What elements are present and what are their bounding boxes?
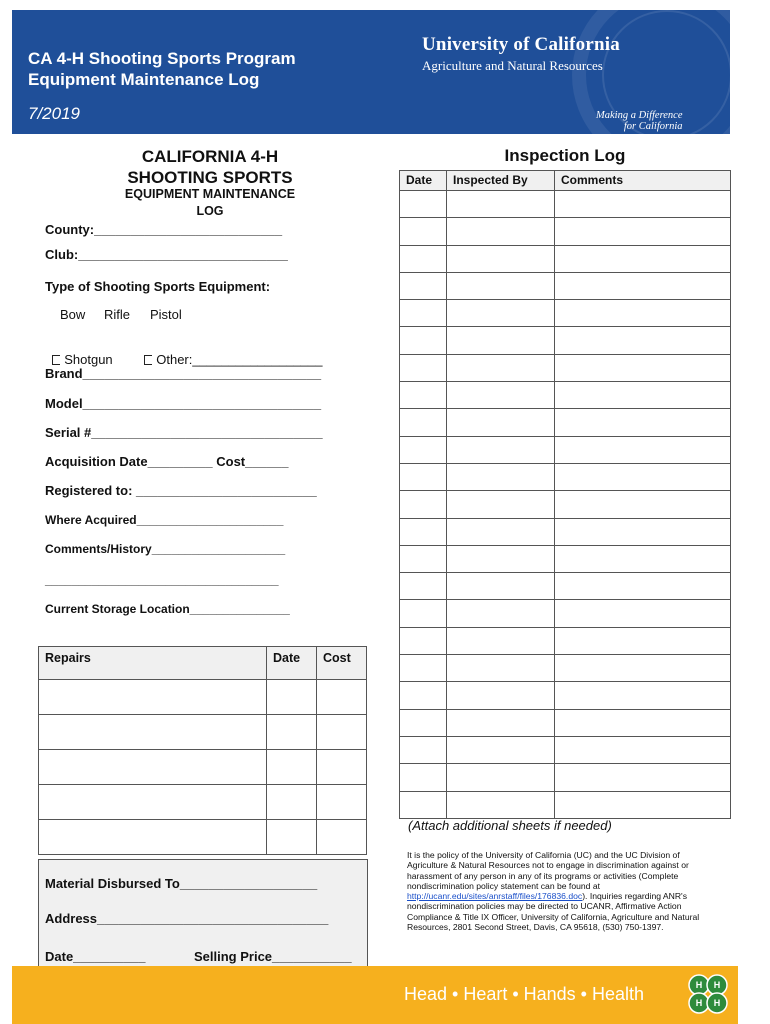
inspection-header-comments: Comments <box>555 171 731 191</box>
repairs-cell-cost[interactable] <box>317 680 367 715</box>
repairs-header-repairs: Repairs <box>39 647 267 680</box>
repairs-cell-date[interactable] <box>267 750 317 785</box>
equipment-type-label: Type of Shooting Sports Equipment: <box>45 279 271 294</box>
inspection-cell-inspected-by[interactable] <box>447 191 555 218</box>
inspection-cell-date[interactable] <box>400 627 447 654</box>
option-other-label: Other:__________________ <box>156 352 323 367</box>
checkbox-icon[interactable] <box>52 355 60 365</box>
date-field[interactable]: Date__________ <box>45 949 146 964</box>
inspection-cell-inspected-by[interactable] <box>447 327 555 354</box>
tagline <box>596 110 683 132</box>
inspection-cell-comments[interactable] <box>555 354 731 381</box>
inspection-cell-inspected-by[interactable] <box>447 600 555 627</box>
inspection-cell-inspected-by[interactable] <box>447 682 555 709</box>
inspection-cell-comments[interactable] <box>555 709 731 736</box>
material-disbursed-field[interactable]: Material Disbursed To___________________ <box>45 876 318 891</box>
comments-history-line2[interactable]: ___________________________________ <box>45 573 279 587</box>
option-pistol[interactable]: Pistol <box>150 307 182 322</box>
inspection-row <box>400 382 731 409</box>
inspection-row <box>400 573 731 600</box>
inspection-row <box>400 327 731 354</box>
inspection-row <box>400 655 731 682</box>
inspection-row <box>400 545 731 572</box>
inspection-cell-inspected-by[interactable] <box>447 764 555 791</box>
inspection-cell-comments[interactable] <box>555 327 731 354</box>
repairs-cell-date[interactable] <box>267 820 317 855</box>
repairs-body <box>39 680 367 855</box>
comments-history-field[interactable]: Comments/History____________________ <box>45 542 286 556</box>
repairs-cell-date[interactable] <box>267 785 317 820</box>
inspection-cell-date[interactable] <box>400 272 447 299</box>
option-bow[interactable]: Bow <box>60 307 86 322</box>
revision-date: 7/2019 <box>28 104 80 123</box>
inspection-cell-date[interactable] <box>400 655 447 682</box>
inspection-row <box>400 218 731 245</box>
inspection-row <box>400 436 731 463</box>
inspection-cell-inspected-by[interactable] <box>447 736 555 763</box>
svg-text:H: H <box>713 998 721 1008</box>
form-title <box>90 146 330 188</box>
inspection-cell-inspected-by[interactable] <box>447 272 555 299</box>
inspection-cell-date[interactable] <box>400 300 447 327</box>
inspection-cell-date[interactable] <box>400 545 447 572</box>
where-acquired-field[interactable]: Where Acquired______________________ <box>45 513 284 527</box>
uc-logo-line2: Agriculture and Natural Resources <box>422 58 603 73</box>
inspection-cell-inspected-by[interactable] <box>447 463 555 490</box>
repairs-row <box>39 785 367 820</box>
repairs-cell-date[interactable] <box>267 680 317 715</box>
header-banner <box>12 10 730 134</box>
inspection-cell-date[interactable] <box>400 218 447 245</box>
inspection-cell-comments[interactable] <box>555 245 731 272</box>
repairs-cell-repairs[interactable] <box>39 750 267 785</box>
inspection-cell-date[interactable] <box>400 573 447 600</box>
inspection-cell-comments[interactable] <box>555 627 731 654</box>
option-other[interactable] <box>137 337 323 367</box>
inspection-row <box>400 764 731 791</box>
serial-field[interactable]: Serial #________________________________ <box>45 425 323 440</box>
inspection-cell-comments[interactable] <box>555 682 731 709</box>
storage-location-field[interactable]: Current Storage Location_______________ <box>45 602 290 616</box>
inspection-cell-date[interactable] <box>400 764 447 791</box>
4h-clover-icon <box>684 970 732 1018</box>
inspection-cell-inspected-by[interactable] <box>447 409 555 436</box>
inspection-cell-comments[interactable] <box>555 764 731 791</box>
inspection-cell-date[interactable] <box>400 354 447 381</box>
repairs-cell-repairs[interactable] <box>39 785 267 820</box>
program-title <box>28 48 296 90</box>
attach-note: (Attach additional sheets if needed) <box>408 818 612 833</box>
inspection-cell-date[interactable] <box>400 682 447 709</box>
address-field[interactable]: Address________________________________ <box>45 911 329 926</box>
registered-to-field[interactable]: Registered to: _________________________ <box>45 483 317 498</box>
inspection-cell-comments[interactable] <box>555 518 731 545</box>
brand-field[interactable]: Brand_________________________________ <box>45 366 322 381</box>
inspection-cell-comments[interactable] <box>555 791 731 818</box>
inspection-cell-comments[interactable] <box>555 600 731 627</box>
inspection-log-table <box>399 170 731 819</box>
inspection-log-title: Inspection Log <box>504 146 626 165</box>
inspection-cell-inspected-by[interactable] <box>447 491 555 518</box>
inspection-cell-date[interactable] <box>400 327 447 354</box>
inspection-row <box>400 600 731 627</box>
repairs-header-row <box>39 647 367 680</box>
policy-text-b: ). Inquiries regarding ANR's nondiscrimination policies may be directed to UCANR, Affirmative Action Compliance & Title IX Officer, University of California, Agriculture and Natural Resources, 2801 Second Street, Davis, CA 95618, (530) 750-1397. <box>407 891 700 933</box>
inspection-row <box>400 245 731 272</box>
inspection-body <box>400 191 731 819</box>
repairs-header-cost: Cost <box>317 647 367 680</box>
inspection-cell-date[interactable] <box>400 600 447 627</box>
form-title-line1: CALIFORNIA 4-H <box>141 147 279 166</box>
repairs-row <box>39 750 367 785</box>
inspection-cell-date[interactable] <box>400 382 447 409</box>
tagline-line1: Making a Difference <box>596 110 683 121</box>
inspection-cell-date[interactable] <box>400 736 447 763</box>
option-shotgun[interactable] <box>45 337 113 367</box>
inspection-row <box>400 300 731 327</box>
inspection-cell-inspected-by[interactable] <box>447 382 555 409</box>
inspection-cell-date[interactable] <box>400 436 447 463</box>
inspection-row <box>400 518 731 545</box>
uc-logo-line1: University of California <box>422 34 620 55</box>
svg-text:H: H <box>695 980 703 990</box>
acquisition-cost-field[interactable]: Acquisition Date_________ Cost______ <box>45 454 289 469</box>
inspection-cell-inspected-by[interactable] <box>447 436 555 463</box>
inspection-cell-inspected-by[interactable] <box>447 709 555 736</box>
inspection-cell-comments[interactable] <box>555 491 731 518</box>
repairs-header-date: Date <box>267 647 317 680</box>
inspection-cell-comments[interactable] <box>555 272 731 299</box>
inspection-row <box>400 791 731 818</box>
inspection-cell-comments[interactable] <box>555 300 731 327</box>
inspection-cell-comments[interactable] <box>555 463 731 490</box>
form-subtitle-line1: EQUIPMENT MAINTENANCE <box>124 187 296 201</box>
program-title-line1: CA 4-H Shooting Sports Program <box>28 49 296 68</box>
inspection-header-row <box>400 171 731 191</box>
inspection-cell-inspected-by[interactable] <box>447 218 555 245</box>
inspection-cell-date[interactable] <box>400 245 447 272</box>
uc-anr-logo <box>422 34 620 74</box>
inspection-cell-comments[interactable] <box>555 382 731 409</box>
inspection-row <box>400 682 731 709</box>
county-field[interactable]: County:__________________________ <box>45 222 283 237</box>
inspection-row <box>400 354 731 381</box>
inspection-cell-comments[interactable] <box>555 573 731 600</box>
repairs-row <box>39 715 367 750</box>
inspection-cell-comments[interactable] <box>555 736 731 763</box>
inspection-cell-comments[interactable] <box>555 436 731 463</box>
repairs-table <box>38 646 367 855</box>
program-title-line2: Equipment Maintenance Log <box>28 70 260 89</box>
inspection-cell-inspected-by[interactable] <box>447 545 555 572</box>
inspection-header-date: Date <box>400 171 447 191</box>
selling-price-field[interactable]: Selling Price___________ <box>194 949 352 964</box>
model-field[interactable]: Model_________________________________ <box>45 396 322 411</box>
club-field[interactable]: Club:_____________________________ <box>45 247 288 262</box>
inspection-cell-inspected-by[interactable] <box>447 518 555 545</box>
inspection-cell-comments[interactable] <box>555 655 731 682</box>
repairs-cell-repairs[interactable] <box>39 820 267 855</box>
inspection-row <box>400 272 731 299</box>
inspection-row <box>400 627 731 654</box>
inspection-header-inspected-by: Inspected By <box>447 171 555 191</box>
inspection-cell-date[interactable] <box>400 709 447 736</box>
option-rifle[interactable]: Rifle <box>104 307 131 322</box>
svg-text:H: H <box>695 998 703 1008</box>
inspection-cell-date[interactable] <box>400 191 447 218</box>
repairs-cell-cost[interactable] <box>317 820 367 855</box>
inspection-row <box>400 191 731 218</box>
repairs-cell-cost[interactable] <box>317 785 367 820</box>
footer-slogan: Head • Heart • Hands • Health <box>404 984 645 1004</box>
inspection-cell-inspected-by[interactable] <box>447 300 555 327</box>
nondiscrimination-policy <box>407 850 717 932</box>
inspection-cell-inspected-by[interactable] <box>447 354 555 381</box>
inspection-row <box>400 491 731 518</box>
inspection-row <box>400 463 731 490</box>
repairs-row <box>39 680 367 715</box>
repairs-cell-cost[interactable] <box>317 750 367 785</box>
inspection-cell-comments[interactable] <box>555 218 731 245</box>
inspection-cell-date[interactable] <box>400 518 447 545</box>
material-disbursed-box <box>38 859 368 967</box>
inspection-row <box>400 709 731 736</box>
inspection-cell-comments[interactable] <box>555 545 731 572</box>
inspection-row <box>400 409 731 436</box>
inspection-cell-inspected-by[interactable] <box>447 627 555 654</box>
inspection-cell-date[interactable] <box>400 491 447 518</box>
inspection-cell-inspected-by[interactable] <box>447 573 555 600</box>
form-title-line2: SHOOTING SPORTS <box>127 168 293 187</box>
inspection-cell-inspected-by[interactable] <box>447 655 555 682</box>
repairs-cell-repairs[interactable] <box>39 715 267 750</box>
checkbox-icon[interactable] <box>144 355 152 365</box>
inspection-cell-comments[interactable] <box>555 409 731 436</box>
inspection-row <box>400 736 731 763</box>
repairs-row <box>39 820 367 855</box>
svg-text:H: H <box>713 980 721 990</box>
inspection-cell-inspected-by[interactable] <box>447 791 555 818</box>
inspection-cell-inspected-by[interactable] <box>447 245 555 272</box>
repairs-cell-cost[interactable] <box>317 715 367 750</box>
repairs-cell-repairs[interactable] <box>39 680 267 715</box>
inspection-cell-date[interactable] <box>400 409 447 436</box>
repairs-cell-date[interactable] <box>267 715 317 750</box>
form-subtitle-line2: LOG <box>196 204 224 218</box>
option-shotgun-label: Shotgun <box>64 352 113 367</box>
tagline-line2: for California <box>623 121 683 132</box>
policy-link[interactable]: http://ucanr.edu/sites/anrstaff/files/176836.doc <box>407 891 583 902</box>
inspection-cell-date[interactable] <box>400 791 447 818</box>
inspection-cell-comments[interactable] <box>555 191 731 218</box>
form-subtitle <box>110 186 310 220</box>
footer-banner <box>12 966 738 1024</box>
inspection-cell-date[interactable] <box>400 463 447 490</box>
policy-text-a: It is the policy of the University of California (UC) and the UC Division of Agriculture & Natural Resources not to engage in discrimination against or harassment of any person in any of its programs or activities (Complete nondiscrimination policy statement can be found at <box>407 850 689 891</box>
